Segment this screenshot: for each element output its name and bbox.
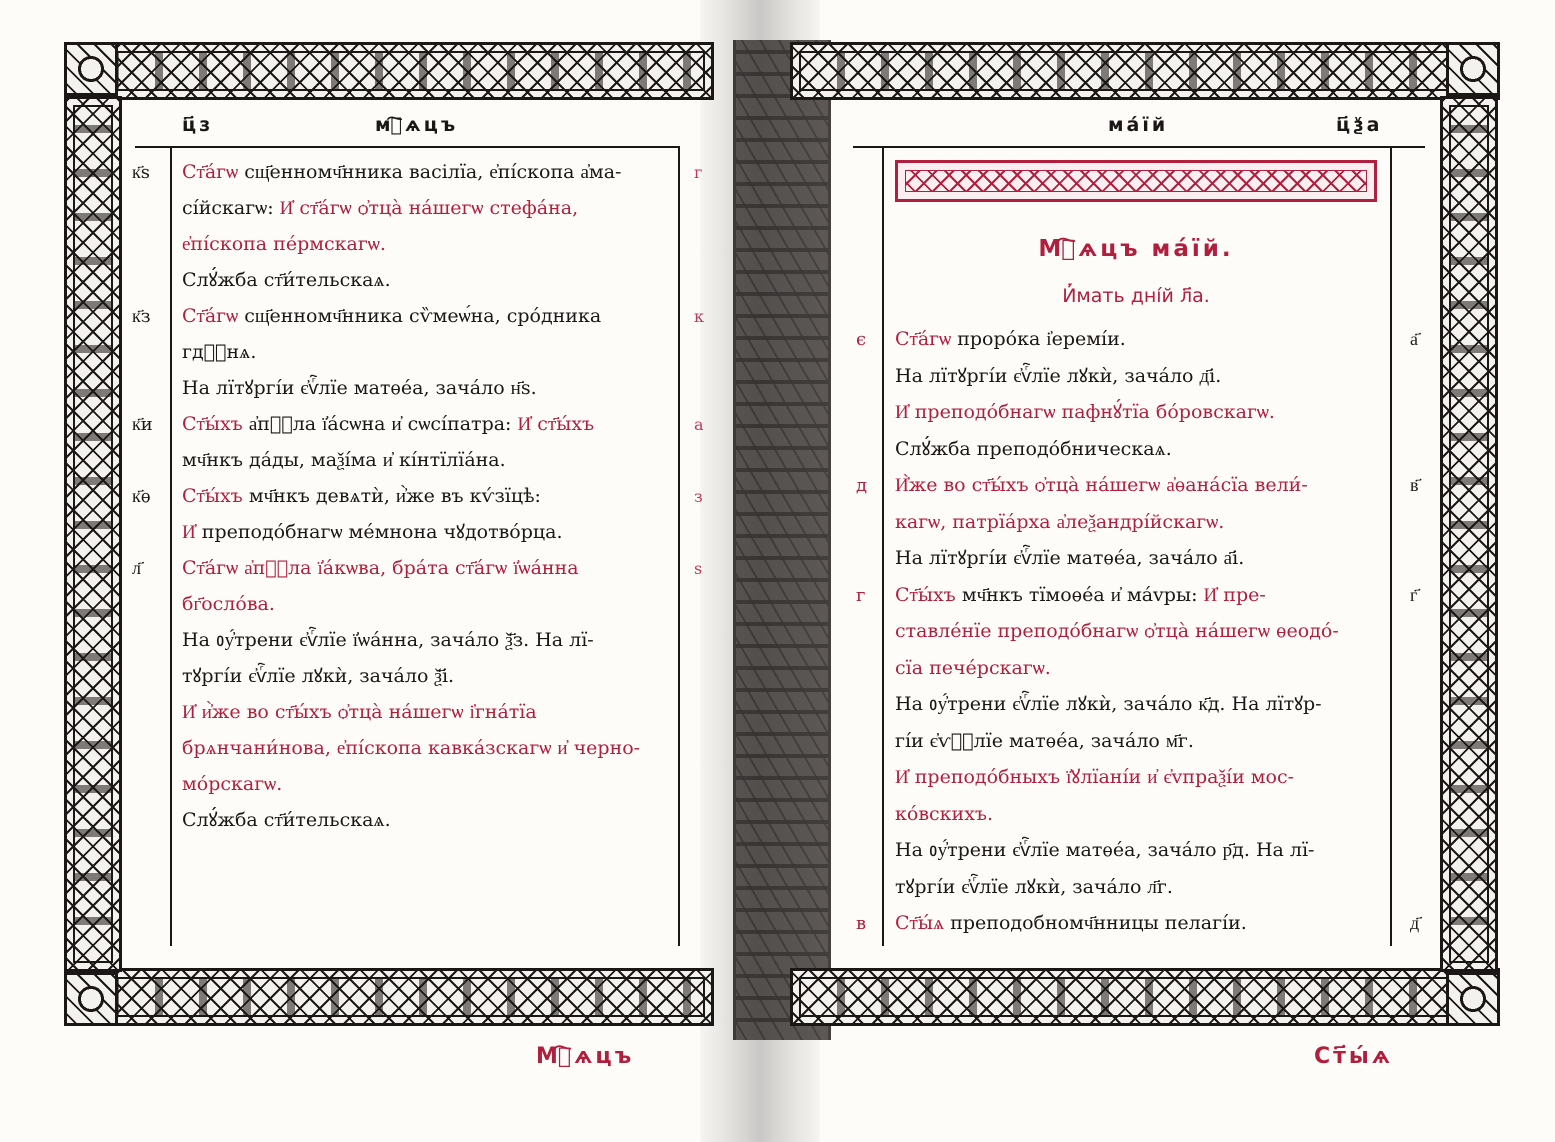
rubric-text: И҆ ст҃ы́хъ	[517, 413, 595, 435]
right-outer-rule	[1390, 146, 1392, 946]
margin-weekday-letter: ѕ	[694, 559, 703, 578]
entry-line	[182, 335, 256, 370]
entry-line	[895, 687, 1322, 722]
body-text: сі́йскагѡ:	[182, 197, 280, 219]
left-page-number: ц҃з	[182, 114, 214, 136]
body-text: На лїтꙋргі́и є҆ѵⷢ҇лїе матѳе́а, зача́ло н҃ѕ.	[182, 377, 537, 399]
right-page-number: ц҃ѯа	[1336, 114, 1383, 136]
body-text: тꙋргі́и є҆ѵⷢ҇лїе лꙋкѝ, зача́ло л҃г.	[895, 875, 1173, 898]
day-number: к҃и	[132, 414, 153, 435]
entry-line	[895, 760, 1294, 795]
right-top-ornament-border	[790, 42, 1500, 100]
margin-weekday-letter: а҃	[1410, 329, 1418, 350]
day-number: л҃	[132, 558, 141, 579]
left-running-header: мⷭ҇ѧцъ	[375, 114, 459, 136]
body-text: сщ҃енномч҃нника сѷмеѡ́на, сро́дника	[238, 305, 602, 327]
margin-weekday-letter: а	[694, 415, 704, 434]
left-side-ornament-border	[64, 96, 122, 972]
body-text: мч҃нкъ да́ды, маѯі́ма и҆ кі́нтїлїа́на.	[182, 449, 506, 471]
day-number: д	[856, 475, 868, 496]
rubric-text: И҆	[182, 521, 196, 543]
day-number: к҃з	[132, 306, 151, 327]
right-side-ornament-border	[1440, 96, 1498, 972]
day-number: є	[856, 329, 867, 350]
margin-weekday-letter: к	[694, 307, 704, 326]
entry-line	[895, 541, 1244, 576]
body-text: На лїтꙋргі́и є҆ѵⷢ҇лїе матѳе́а, зача́ло а҃і.	[895, 547, 1245, 569]
rubric-text: И҆̀же во ст҃ы́хъ ѻ҆тца̀ на́шегѡ а҆ѳана́сїа вели́-	[895, 474, 1308, 496]
rubric-text: бг҃осло́ва.	[182, 593, 275, 615]
rubric-text: И҆ преподо́бныхъ ї҆ꙋлїані́и и҆ є҆vпраѯі́и мос-	[895, 766, 1295, 788]
entry-line	[895, 468, 1308, 503]
body-text: преподо́бнагѡ ме́мнона чꙋдотво́рца.	[195, 521, 563, 543]
body-text: тꙋргі́и є҆ѵⷢ҇лїе лꙋкѝ, зача́ло ѯ҃і.	[182, 665, 455, 687]
margin-weekday-letter: з	[694, 487, 703, 506]
entry-line	[182, 407, 594, 442]
entry-line	[182, 659, 454, 694]
margin-weekday-letter: г	[694, 163, 703, 182]
entry-line	[182, 731, 640, 766]
red-knot-banner	[895, 160, 1377, 202]
right-header-rule	[853, 146, 1425, 148]
day-number: к҃ѕ	[132, 162, 150, 183]
entry-line	[182, 299, 601, 334]
body-text: Слꙋ́жба ст҃и́тельскаѧ.	[182, 269, 391, 291]
entry-line	[895, 359, 1221, 394]
rubric-text: И҆ пре-	[1203, 583, 1266, 606]
rubric-text: И҆ и҆̀же во ст҃ы́хъ ѻ҆тца̀ на́шегѡ і҆гна́тїа	[182, 701, 537, 723]
body-text: На лїтꙋргі́и є҆ѵⷢ҇лїе лꙋкѝ, зача́ло д҃і.	[895, 364, 1222, 387]
rubric-text: Ст҃а́гѡ	[182, 305, 239, 327]
day-number: к҃ѳ	[132, 486, 151, 507]
entry-line	[895, 797, 993, 832]
margin-weekday-letter: в҃	[1410, 475, 1419, 496]
entry-line	[895, 724, 1194, 759]
body-text: гдⷭ҇нѧ.	[182, 341, 257, 363]
entry-line	[182, 767, 282, 802]
right-top-corner-knot	[1446, 42, 1500, 96]
entry-line	[895, 870, 1173, 905]
rubric-text: мо́рскагѡ.	[182, 773, 283, 795]
left-header-rule	[135, 146, 680, 148]
left-top-ornament-border	[64, 42, 714, 100]
rubric-text: Ст҃ы́хъ	[895, 583, 956, 606]
left-inner-rule	[170, 146, 172, 946]
right-inner-rule	[882, 146, 884, 946]
right-bottom-corner-knot	[1446, 972, 1500, 1026]
entry-line	[895, 833, 1314, 868]
entry-line	[895, 395, 1275, 430]
entry-line	[895, 578, 1266, 613]
entry-line	[182, 263, 391, 298]
entry-line	[182, 551, 579, 586]
rubric-text: брѧнчани́нова, е҆пі́скопа кавка́зскагѡ и҆ черно-	[182, 737, 641, 759]
entry-line	[895, 432, 1172, 467]
spine-ornament	[733, 40, 831, 1040]
entry-line	[895, 906, 1247, 941]
rubric-text: И҆ преподо́бнагѡ пафнꙋ́тїа бо́ровскагѡ.	[895, 401, 1275, 423]
entry-line	[182, 155, 621, 190]
body-text: преподобномч҃нницы пелагі́и.	[944, 912, 1247, 934]
day-number: в	[856, 913, 867, 934]
margin-weekday-letter: д҃	[1410, 913, 1420, 934]
body-text: Слꙋ́жба ст҃и́тельскаѧ.	[182, 809, 391, 831]
entry-line	[182, 587, 275, 622]
entry-line	[182, 803, 391, 838]
entry-line	[182, 371, 537, 406]
rubric-text: Ст҃а́гѡ	[182, 161, 239, 183]
entry-line	[895, 505, 1224, 540]
rubric-text: сїа пече́рскагѡ.	[895, 656, 1051, 679]
body-text: гі́и є҆ѵⷢ҇лїе матѳе́а, зача́ло м҃г.	[895, 729, 1194, 752]
left-footer-catchword: Мⷭ҇ѧцъ	[536, 1044, 635, 1069]
rubric-text: е҆пі́скопа пе́рмскагѡ.	[182, 233, 386, 255]
body-text: На ᲂу҆́трени є҆ѵⷢ҇лїе лꙋкѝ, зача́ло к҃д. На лїтꙋр-	[895, 693, 1322, 715]
rubric-text: кагѡ, патрїа́рха а҆леѯандрі́йскагѡ.	[895, 510, 1225, 533]
month-subtitle: И҆́мать дні́й л҃а.	[1062, 285, 1210, 307]
rubric-text: Ст҃а́гѡ а҆пⷭ҇ла ї҆а́кѡва, бра́та ст҃а́гѡ ї҆ѡа́нна	[182, 557, 579, 579]
right-footer-catchword: Ст҃ы́ѧ	[1314, 1044, 1394, 1069]
rubric-text: Ст҃ы́хъ	[182, 413, 243, 435]
entry-line	[182, 695, 537, 730]
entry-line	[895, 322, 1126, 357]
right-running-header: ма́їй	[1108, 114, 1169, 136]
body-text: проро́ка і҆еремі́и.	[951, 328, 1126, 350]
body-text: На ᲂу҆́трени є҆ѵⷢ҇лїе матѳе́а, зача́ло р҃д. На лї-	[895, 839, 1315, 861]
left-outer-rule	[678, 146, 680, 946]
body-text: Слꙋ́жба преподо́бническаѧ.	[895, 437, 1172, 460]
body-text: мч҃нкъ девѧтѝ, и҆̀же въ кѵ́зїцѣ:	[242, 485, 541, 507]
left-bottom-corner-knot	[64, 972, 118, 1026]
left-bottom-ornament-border	[64, 968, 714, 1026]
entry-line	[182, 191, 578, 226]
right-bottom-ornament-border	[790, 968, 1500, 1026]
day-number: г	[856, 584, 866, 606]
month-title: Мⷭ҇ѧцъ ма́їй.	[1038, 236, 1234, 262]
entry-line	[182, 515, 562, 550]
rubric-text: Ст҃а́гѡ	[895, 328, 952, 350]
body-text: а҆пⷭ҇ла ї҆а́сѡна и҆ сѡсі́патра:	[242, 413, 518, 435]
entry-line	[182, 227, 386, 262]
rubric-text: И҆ ст҃а́гѡ ѻ҆тца̀ на́шегѡ стефа́на,	[279, 197, 579, 219]
entry-line	[182, 623, 594, 658]
left-top-corner-knot	[64, 42, 118, 96]
body-text: На ᲂу҆́трени є҆ѵⷢ҇лїе ї҆ѡа́нна, зача́ло ѯ҃з. На лї-	[182, 629, 594, 651]
margin-weekday-letter: г҃	[1410, 584, 1418, 606]
rubric-text: ко́вскихъ.	[895, 802, 994, 825]
entry-line	[895, 651, 1051, 686]
rubric-text: Ст҃ы́ѧ	[895, 912, 945, 934]
entry-line	[182, 479, 541, 514]
rubric-text: Ст҃ы́хъ	[182, 485, 243, 507]
rubric-text: ставле́нїе преподо́бнагѡ ѻ҆тца̀ на́шегѡ ѳеодо́-	[895, 620, 1339, 642]
body-text: сщ҃енномч҃нника васілїа, е҆пі́скопа а҆ма-	[238, 161, 622, 183]
entry-line	[895, 614, 1339, 649]
body-text: мч҃нкъ тїмоѳе́а и҆ ма́vры:	[955, 583, 1204, 606]
entry-line	[182, 443, 506, 478]
